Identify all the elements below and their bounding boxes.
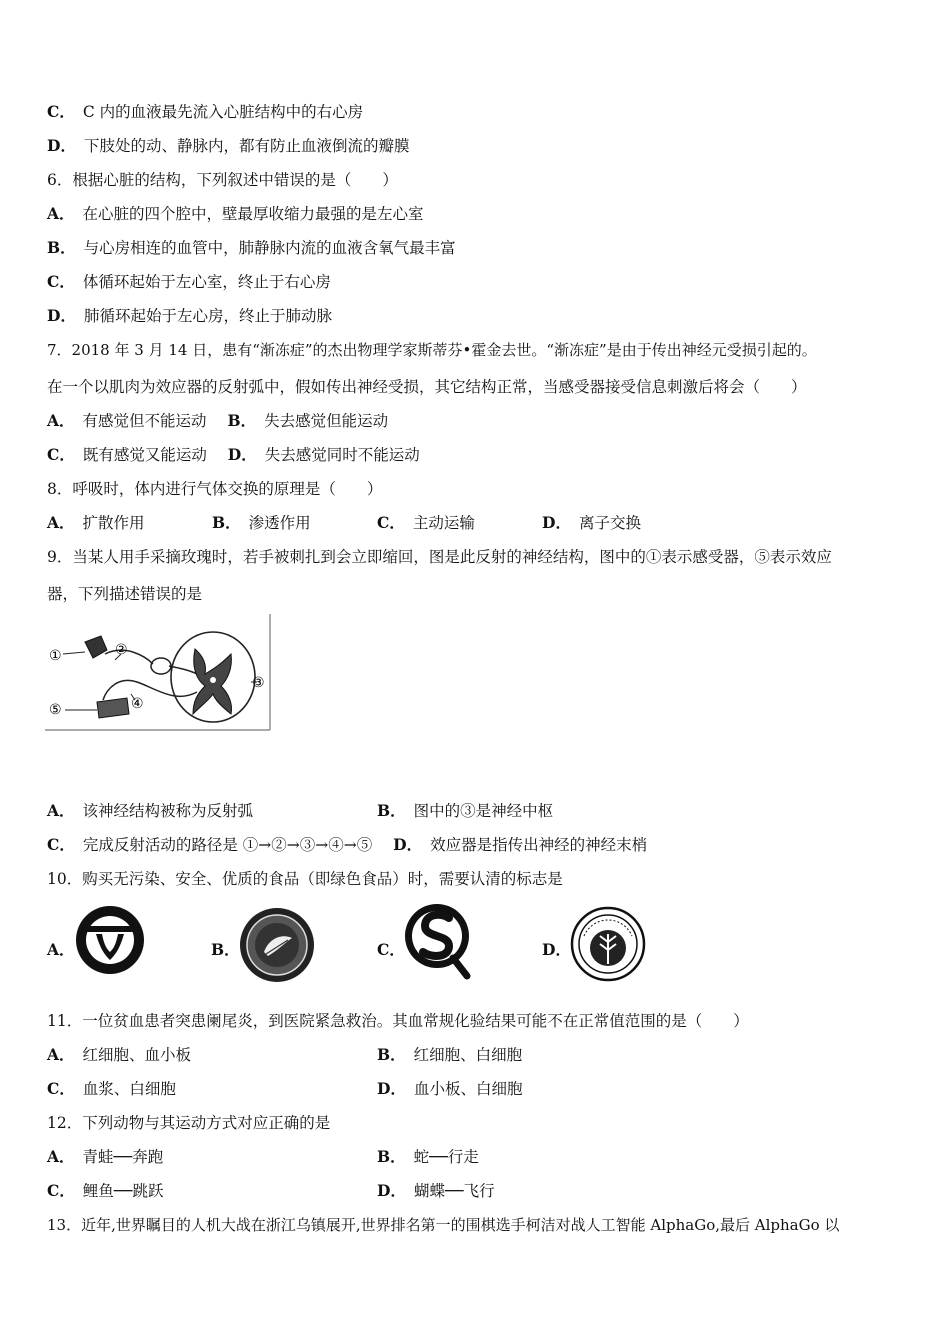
mark-1: ① [49, 648, 62, 664]
q6-option-b: B． 与心房相连的血管中，肺静脉内流的血液含氧气最丰富 [47, 238, 456, 257]
q11-option-d: D． 血小板、白细胞 [377, 1079, 523, 1098]
mark-3: ③ [252, 675, 265, 691]
q8-option-a: A． 扩散作用 [47, 513, 145, 532]
q6-stem: 6．根据心脏的结构，下列叙述中错误的是（ ） [47, 171, 398, 189]
q12-option-a: A． 青蛙──奔跑 [47, 1147, 164, 1166]
q10-label-c: C． [377, 940, 405, 959]
q12-option-b: B． 蛇──行走 [377, 1147, 479, 1166]
q8-option-c: C． 主动运输 [377, 513, 475, 532]
q5-option-d: D． 下肢处的动、静脉内，都有防止血液倒流的瓣膜 [47, 136, 410, 155]
q9-options-cd: C． 完成反射活动的路径是 ①→②→③→④→⑤ D． 效应器是指传出神经的神经末梢 [47, 835, 648, 854]
q6-option-a: A． 在心脏的四个腔中，壁最厚收缩力最强的是左心室 [47, 204, 424, 223]
q9-stem-line2: 器，下列描述错误的是 [47, 585, 203, 603]
reflex-arc-figure [45, 614, 271, 731]
green-food-logo-icon [74, 904, 146, 976]
q7-stem-line1: 7．2018 年 3 月 14 日，患有“渐冻症”的杰出物理学家斯蒂芬•霍金去世。“渐冻症”是由于传出神经元受损引起的。 [47, 341, 817, 359]
q7-options-ab: A． 有感觉但不能运动 B． 失去感觉但能运动 [47, 411, 389, 430]
q8-option-d: D． 离子交换 [542, 513, 641, 532]
q6-option-c: C． 体循环起始于左心室，终止于右心房 [47, 272, 331, 291]
q10-stem: 10．购买无污染、安全、优质的食品（即绿色食品）时，需要认清的标志是 [47, 870, 563, 888]
seal-logo-icon [238, 906, 316, 984]
q9-stem-line1: 9．当某人用手采摘玫瑰时，若手被刺扎到会立即缩回，图是此反射的神经结构，图中的①表示感受器，⑤表示效应 [47, 548, 832, 566]
q7-options-cd: C． 既有感觉又能运动 D． 失去感觉同时不能运动 [47, 445, 420, 464]
q10-label-a: A． [47, 940, 75, 959]
q5-option-c: C． C 内的血液最先流入心脏结构中的右心房 [47, 102, 364, 121]
reflex-arc-diagram [45, 614, 271, 731]
logo-d [570, 906, 646, 986]
mark-2: ② [115, 642, 128, 658]
q6-option-d: D． 肺循环起始于左心房，终止于肺动脉 [47, 306, 332, 325]
logo-c [403, 900, 475, 984]
q8-option-b: B． 渗透作用 [212, 513, 311, 532]
q9-option-a: A． 该神经结构被称为反射弧 [47, 801, 254, 820]
mark-5: ⑤ [49, 702, 62, 718]
q13-stem: 13．近年,世界瞩目的人机大战在浙江乌镇展开,世界排名第一的围棋选手柯洁对战人工智能 AlphaGo,最后 AlphaGo 以 [47, 1216, 840, 1234]
pollution-free-logo-icon [570, 906, 646, 982]
q11-option-c: C． 血浆、白细胞 [47, 1079, 176, 1098]
q9-option-b: B． 图中的③是神经中枢 [377, 801, 554, 820]
q12-option-c: C． 鲤鱼──跳跃 [47, 1181, 164, 1200]
q12-stem: 12．下列动物与其运动方式对应正确的是 [47, 1114, 331, 1132]
mark-4: ④ [131, 696, 144, 712]
q11-option-b: B． 红细胞、白细胞 [377, 1045, 523, 1064]
q10-label-d: D． [542, 940, 571, 959]
q11-stem: 11．一位贫血患者突患阑尾炎，到医院紧急救治。其血常规化验结果可能不在正常值范围的是（ ） [47, 1012, 749, 1030]
logo-a [74, 904, 146, 980]
qs-logo-icon [403, 900, 475, 980]
q10-label-b: B． [211, 940, 240, 959]
q7-stem-line2: 在一个以肌肉为效应器的反射弧中，假如传出神经受损，其它结构正常，当感受器接受信息刺激后将会（ ） [47, 378, 807, 396]
q8-stem: 8．呼吸时，体内进行气体交换的原理是（ ） [47, 480, 383, 498]
logo-b [238, 906, 316, 988]
q11-option-a: A． 红细胞、血小板 [47, 1045, 192, 1064]
q12-option-d: D． 蝴蝶──飞行 [377, 1181, 495, 1200]
